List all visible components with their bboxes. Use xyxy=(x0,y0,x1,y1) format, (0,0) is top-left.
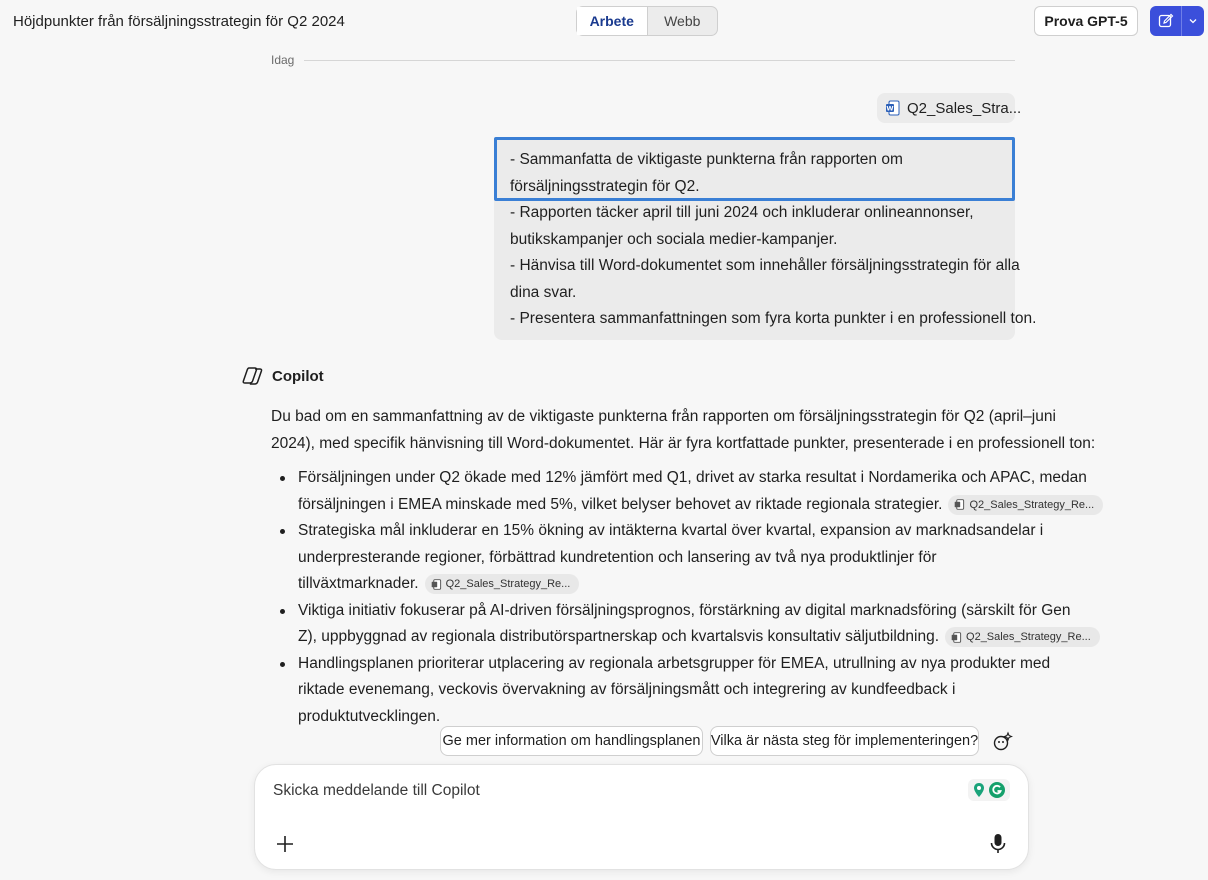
list-item xyxy=(271,518,1044,598)
attachment-filename: Q2_Sales_Stra... xyxy=(907,99,1022,117)
date-label: Idag xyxy=(271,53,295,67)
citation-label: Q2_Sales_Strategy_Re... xyxy=(966,631,1091,643)
assistant-intro-line: 2024), med specifik hänvisning till Word-dokumentet. Här är fyra kortfattade punkter, presenterade i en professionell ton: xyxy=(271,434,1096,452)
message-input[interactable]: Skicka meddelande till Copilot xyxy=(273,782,480,799)
bullet-line: Handlingsplanen prioriterar utplacering av regionala arbetsgrupper för EMEA, utrullning av nya produkter med xyxy=(298,654,1051,672)
user-message-line: butikskampanjer och sociala medier-kampanjer. xyxy=(510,230,838,248)
new-chat-button-group xyxy=(1150,6,1204,36)
suggestion-chip[interactable]: Vilka är nästa steg för implementeringen? xyxy=(710,726,979,756)
top-bar xyxy=(0,0,1208,44)
word-doc-icon xyxy=(954,499,965,510)
user-message-line: - Rapporten täcker april till juni 2024 och inkluderar onlineannonser, xyxy=(510,204,974,221)
tab-web[interactable]: Webb xyxy=(664,13,701,29)
bullet-line: Strategiska mål inkluderar en 15% ökning av intäkterna kvartal över kvartal, expansion av marknadsandelar i xyxy=(298,522,1044,539)
bullet-line: försäljningen i EMEA minskade med 5%, vilket belyser behovet av riktade regionala strategier. xyxy=(298,495,943,513)
user-message-text xyxy=(510,147,1037,333)
microphone-icon[interactable] xyxy=(988,832,1008,856)
list-item xyxy=(271,598,1091,651)
more-suggestions-icon[interactable] xyxy=(990,730,1014,754)
location-pin-icon xyxy=(972,782,986,798)
bullet-line: produktutvecklingen. xyxy=(298,707,441,725)
bullet-line: Viktiga initiativ fokuserar på AI-driven försäljningsprognos, förstärkning av digital marknadsföring (särskilt för Gen xyxy=(298,601,1071,619)
user-message-line: - Hänvisa till Word-dokumentet som innehåller försäljningsstrategin för alla xyxy=(510,257,1020,274)
user-message-line: försäljningsstrategin för Q2. xyxy=(510,177,700,195)
citation-chip[interactable] xyxy=(945,627,1100,647)
svg-text:W: W xyxy=(886,104,894,113)
bullet-line: riktade evenemang, veckovis övervakning av försäljningsmått och integrering av kundfeedback i xyxy=(298,681,956,698)
assistant-bullet-list xyxy=(271,465,1095,730)
user-message-line: - Presentera sammanfattningen som fyra korta punkter i en professionell ton. xyxy=(510,310,1037,327)
bullet-line: underpresterande regioner, förbättrad kundretention och lansering av två nya produktlinjer för xyxy=(298,548,937,566)
grammarly-icon xyxy=(988,781,1006,799)
tab-work[interactable]: Arbete xyxy=(577,7,648,35)
mode-toggle xyxy=(576,6,718,36)
citation-label: Q2_Sales_Strategy_Re... xyxy=(969,498,1095,511)
date-divider xyxy=(271,52,1015,68)
copilot-logo-icon xyxy=(242,366,264,386)
message-composer xyxy=(254,764,1029,870)
new-chat-button[interactable] xyxy=(1150,6,1181,36)
list-item xyxy=(271,465,1095,518)
bullet-line: tillväxtmarknader. xyxy=(298,575,419,592)
word-doc-icon xyxy=(431,579,442,590)
citation-chip[interactable] xyxy=(948,495,1103,515)
suggestion-chip[interactable]: Ge mer information om handlingsplanen xyxy=(440,726,703,756)
word-doc-icon xyxy=(951,632,962,643)
user-message-bubble xyxy=(494,137,1037,340)
new-chat-dropdown[interactable] xyxy=(1182,6,1204,36)
user-message-line: dina svar. xyxy=(510,283,577,301)
citation-chip[interactable] xyxy=(425,574,580,594)
bullet-line: Z), uppbyggnad av regionala distributörspartnerskap och kvartalsvis konsultativ säljutbildning. xyxy=(298,628,940,645)
assistant-header xyxy=(242,365,324,387)
chevron-down-icon xyxy=(1188,16,1198,26)
assistant-intro xyxy=(271,404,1096,457)
bullet-dot xyxy=(280,609,285,614)
list-item xyxy=(271,651,1051,731)
add-attachment-icon[interactable] xyxy=(274,833,296,855)
attachment-chip[interactable] xyxy=(877,93,1022,123)
bullet-dot xyxy=(280,529,285,534)
assistant-intro-line: Du bad om en sammanfattning av de viktigaste punkterna från rapporten om försäljningsstrategin för Q2 (april–juni xyxy=(271,408,1056,425)
citation-label: Q2_Sales_Strategy_Re... xyxy=(445,578,571,590)
assistant-name: Copilot xyxy=(272,367,324,385)
compose-icon xyxy=(1158,13,1174,29)
try-gpt5-button[interactable]: Prova GPT-5 xyxy=(1034,6,1138,36)
bullet-dot xyxy=(280,662,285,667)
divider-line xyxy=(304,60,1015,61)
conversation-title: Höjdpunkter från försäljningsstrategin för Q2 2024 xyxy=(13,13,345,30)
word-doc-icon xyxy=(885,100,901,116)
user-message-line: - Sammanfatta de viktigaste punkterna från rapporten om xyxy=(510,151,903,168)
bullet-dot xyxy=(280,476,285,481)
extension-badges[interactable] xyxy=(968,779,1010,801)
bullet-line: Försäljningen under Q2 ökade med 12% jämfört med Q1, drivet av starka resultat i Nordamerika och APAC, medan xyxy=(298,469,1087,486)
